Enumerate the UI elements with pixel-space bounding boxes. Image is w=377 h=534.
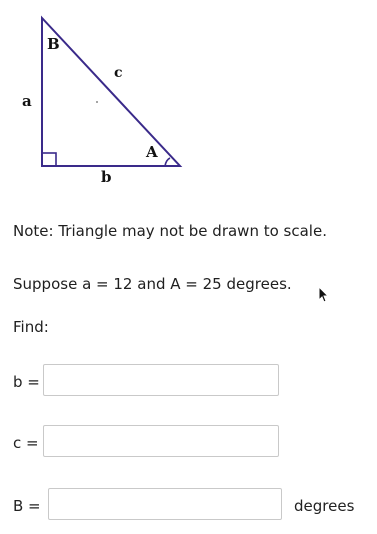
given-prefix: Suppose — [13, 275, 78, 293]
given-and: and — [137, 275, 166, 293]
mouse-cursor-icon — [318, 286, 332, 304]
stray-dot — [96, 101, 98, 103]
vertex-A-label: A — [146, 143, 158, 161]
scale-note: Note: Triangle may not be drawn to scale. — [13, 222, 327, 240]
right-angle-marker — [42, 153, 56, 166]
c-label: c = — [13, 434, 39, 452]
vertex-B-label: B — [47, 35, 60, 53]
triangle-diagram — [0, 0, 377, 200]
given-a-value: a = 12 — [82, 275, 133, 293]
side-c-label: c — [114, 65, 123, 81]
answer-row-b — [0, 364, 377, 400]
answer-row-c — [0, 425, 377, 461]
degrees-unit-label: degrees — [294, 497, 355, 515]
given-suffix: degrees. — [226, 275, 292, 293]
angle-A-arc — [165, 158, 170, 166]
B-label: B = — [13, 497, 41, 515]
triangle-figure — [0, 0, 377, 200]
triangle-shape — [42, 18, 180, 166]
side-a-label: a — [22, 92, 32, 110]
find-label: Find: — [13, 318, 49, 336]
answer-row-B — [0, 488, 377, 524]
given-A-value: A = 25 — [170, 275, 222, 293]
side-b-label: b — [101, 168, 112, 186]
given-statement — [13, 275, 292, 293]
b-answer-input[interactable] — [43, 364, 279, 396]
b-label: b = — [13, 373, 40, 391]
B-answer-input[interactable] — [48, 488, 282, 520]
c-answer-input[interactable] — [43, 425, 279, 457]
